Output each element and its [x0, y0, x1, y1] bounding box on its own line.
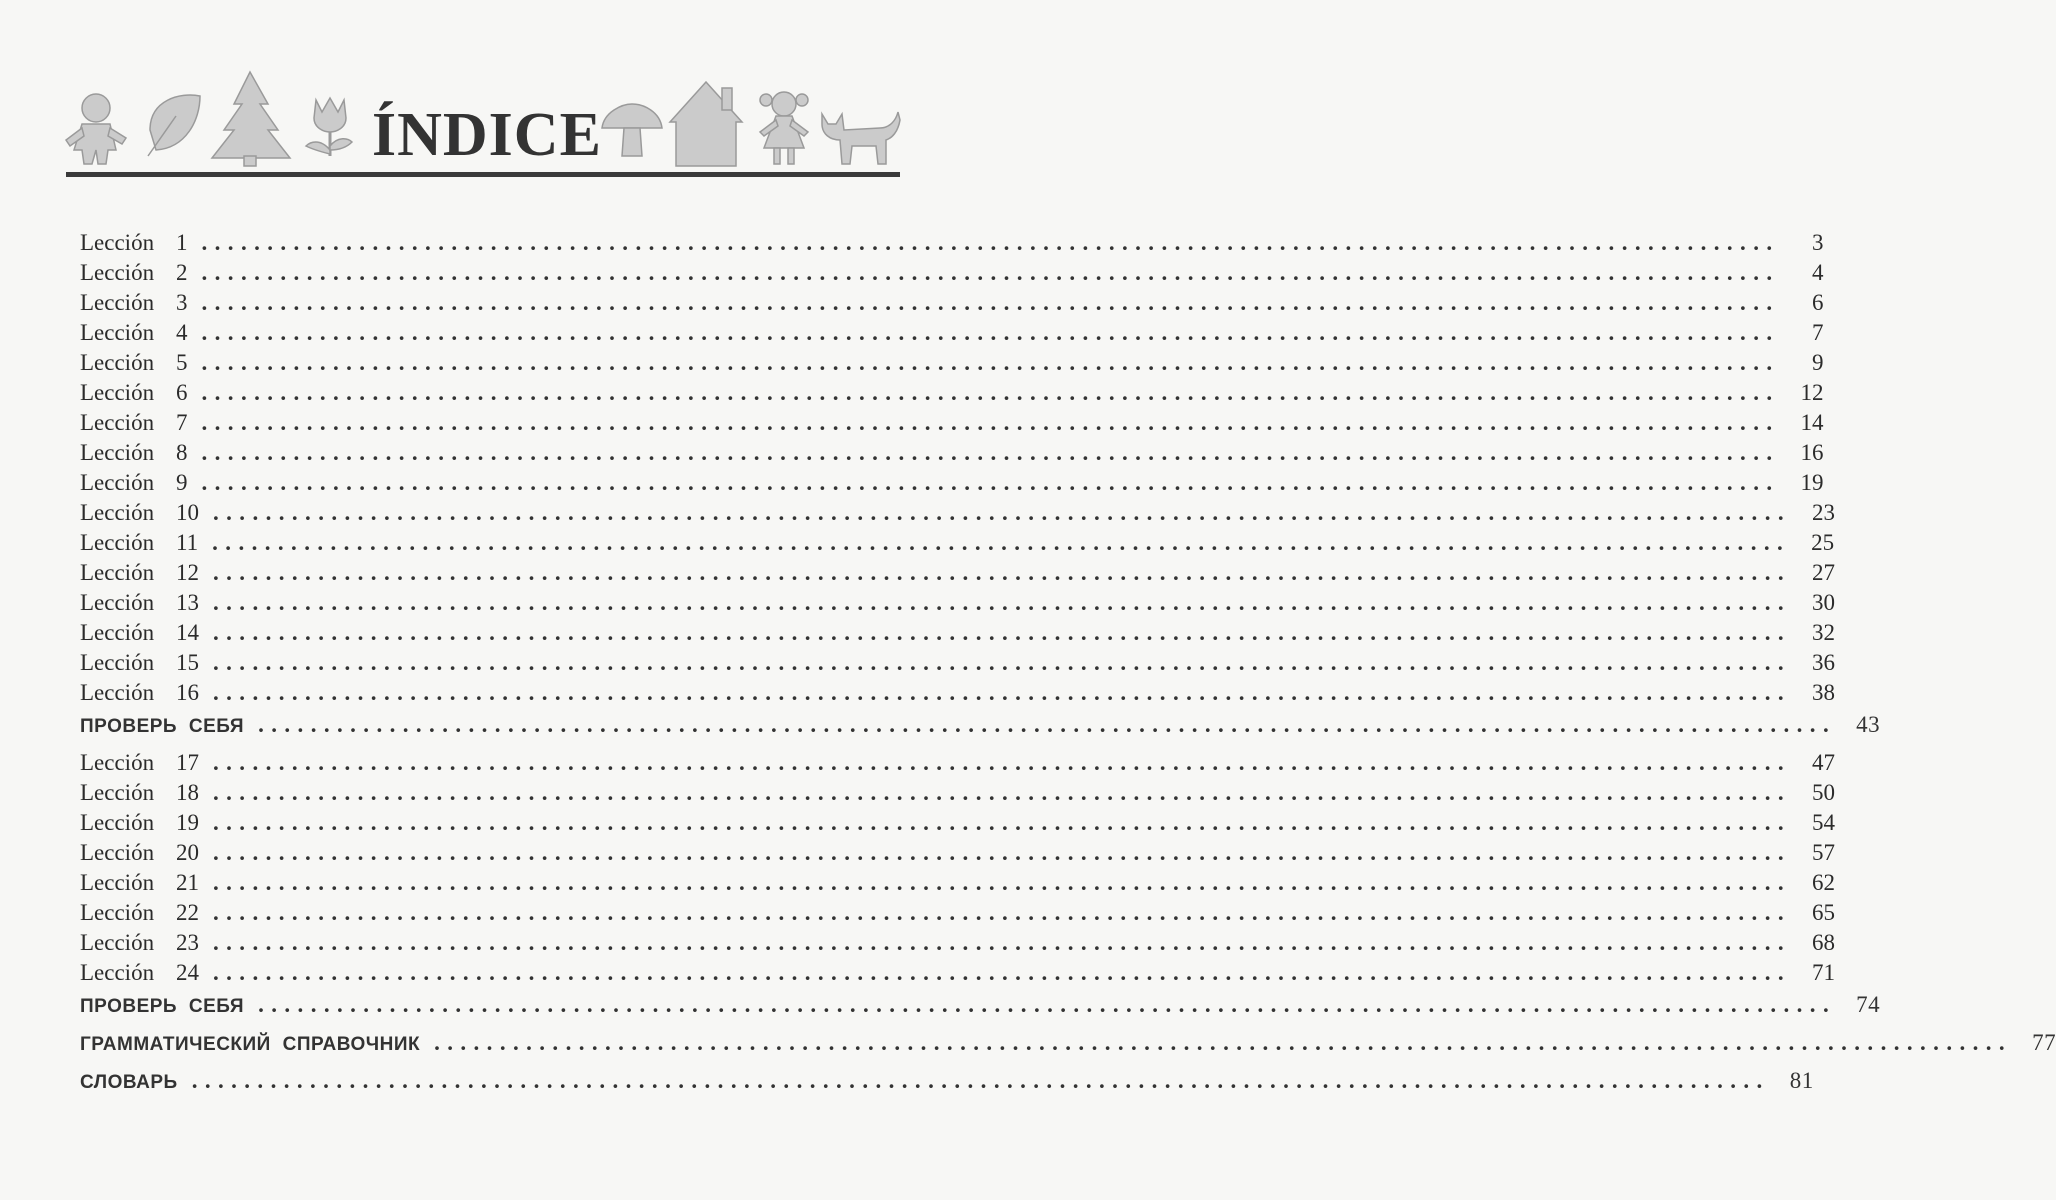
page-number: 14 — [1800, 410, 1824, 435]
toc-entry-label — [80, 500, 199, 526]
toc-lesson-row — [80, 500, 1835, 530]
lesson-number: 8 — [176, 440, 188, 465]
cat-icon — [822, 112, 900, 164]
dot-leader: ........................................................................................................................ — [212, 530, 1791, 555]
toc-lesson-row — [80, 960, 1835, 990]
toc-entry-label: СЛОВАРЬ — [80, 1072, 178, 1093]
toc-entry-label — [80, 410, 188, 436]
lesson-number: 23 — [176, 930, 199, 955]
lesson-word: Lección — [80, 290, 155, 315]
lesson-number: 13 — [176, 590, 199, 615]
lesson-word: Lección — [80, 230, 155, 255]
page-number: 57 — [1812, 840, 1835, 865]
page-number: 71 — [1812, 960, 1835, 985]
lesson-number: 17 — [176, 750, 199, 775]
lesson-number: 4 — [176, 320, 188, 345]
toc-lesson-row — [80, 900, 1835, 930]
tulip-icon — [306, 98, 352, 156]
dot-leader: ........................................................................................................................ — [213, 840, 1791, 865]
lesson-number: 6 — [176, 380, 188, 405]
lesson-number: 15 — [176, 650, 199, 675]
dot-leader: ........................................................................................................................ — [434, 1030, 2013, 1055]
toc-lesson-row — [80, 290, 1824, 320]
toc-entry-label: ГРАММАТИЧЕСКИЙ СПРАВОЧНИК — [80, 1034, 421, 1055]
lesson-word: Lección — [80, 780, 155, 805]
toc-lesson-row — [80, 230, 1824, 260]
page-number: 19 — [1800, 470, 1824, 495]
page-number: 9 — [1812, 350, 1824, 375]
toc-lesson-row — [80, 380, 1824, 410]
lesson-number: 21 — [176, 870, 199, 895]
dot-leader: ........................................................................................................................ — [213, 650, 1791, 675]
lesson-word: Lección — [80, 410, 155, 435]
lesson-word: Lección — [80, 680, 155, 705]
dot-leader: ........................................................................................................................ — [201, 290, 1780, 315]
toc-lesson-row — [80, 440, 1824, 470]
lesson-word: Lección — [80, 620, 155, 645]
toc-lesson-row — [80, 260, 1824, 290]
lesson-number: 19 — [176, 810, 199, 835]
toc-entry-label — [80, 380, 188, 406]
toc-entry-label — [80, 350, 188, 376]
toc-entry-label — [80, 960, 199, 986]
lesson-word: Lección — [80, 650, 155, 675]
lesson-number: 12 — [176, 560, 199, 585]
dot-leader: ........................................................................................................................ — [213, 680, 1791, 705]
toc-lesson-row — [80, 780, 1835, 810]
lesson-word: Lección — [80, 960, 155, 985]
toc-lesson-row — [80, 530, 1835, 560]
page-number: 27 — [1812, 560, 1835, 585]
toc-lesson-row — [80, 680, 1835, 710]
toc-lesson-row — [80, 930, 1835, 960]
lesson-word: Lección — [80, 810, 155, 835]
boy-icon — [66, 94, 126, 164]
dot-leader: ........................................................................................................................ — [258, 992, 1837, 1017]
toc-lesson-row — [80, 810, 1835, 840]
dot-leader: ........................................................................................................................ — [201, 470, 1780, 495]
lesson-number: 16 — [176, 680, 199, 705]
toc-entry-label — [80, 560, 199, 586]
lesson-word: Lección — [80, 500, 155, 525]
page-number: 12 — [1800, 380, 1824, 405]
dot-leader: ........................................................................................................................ — [213, 870, 1791, 895]
dot-leader: ........................................................................................................................ — [201, 380, 1780, 405]
toc-entry-label — [80, 440, 188, 466]
lesson-word: Lección — [80, 530, 155, 555]
page-number: 47 — [1812, 750, 1835, 775]
toc-entry-label: ПРОВЕРЬ СЕБЯ — [80, 716, 245, 737]
toc-entry-label — [80, 590, 199, 616]
lesson-word: Lección — [80, 350, 155, 375]
dot-leader: ........................................................................................................................ — [213, 900, 1791, 925]
toc-entry-label — [80, 650, 199, 676]
page-number: 30 — [1812, 590, 1835, 615]
page-number: 36 — [1812, 650, 1835, 675]
page-number: 68 — [1812, 930, 1835, 955]
page-number: 3 — [1812, 230, 1824, 255]
toc-entry-label — [80, 230, 188, 256]
toc-lesson-row — [80, 320, 1824, 350]
lesson-word: Lección — [80, 590, 155, 615]
lesson-word: Lección — [80, 870, 155, 895]
toc-section-row — [80, 712, 1881, 748]
lesson-word: Lección — [80, 440, 155, 465]
page-number: 50 — [1812, 780, 1835, 805]
lesson-number: 11 — [176, 530, 199, 555]
page-number: 77 — [2032, 1030, 2056, 1055]
dot-leader: ........................................................................................................................ — [213, 930, 1791, 955]
lesson-word: Lección — [80, 320, 155, 345]
lesson-word: Lección — [80, 930, 155, 955]
page-number: 54 — [1812, 810, 1835, 835]
lesson-number: 18 — [176, 780, 199, 805]
page-number: 32 — [1812, 620, 1835, 645]
dot-leader: ........................................................................................................................ — [201, 230, 1780, 255]
dot-leader: ........................................................................................................................ — [191, 1068, 1770, 1093]
toc-section-row — [80, 992, 1881, 1028]
dot-leader: ........................................................................................................................ — [213, 620, 1791, 645]
toc-entry-label — [80, 620, 199, 646]
page-number: 62 — [1812, 870, 1835, 895]
lesson-word: Lección — [80, 900, 155, 925]
page-number: 81 — [1789, 1068, 1814, 1093]
page-number: 16 — [1800, 440, 1824, 465]
toc-section-row — [80, 1068, 1814, 1104]
lesson-number: 3 — [176, 290, 188, 315]
lesson-word: Lección — [80, 750, 155, 775]
lesson-number: 9 — [176, 470, 188, 495]
toc-entry-label — [80, 320, 188, 346]
lesson-number: 5 — [176, 350, 188, 375]
page-number: 23 — [1812, 500, 1835, 525]
toc-entry-label — [80, 680, 199, 706]
lesson-word: Lección — [80, 380, 155, 405]
dot-leader: ........................................................................................................................ — [213, 780, 1791, 805]
lesson-word: Lección — [80, 840, 155, 865]
page-number: 38 — [1812, 680, 1835, 705]
lesson-number: 2 — [176, 260, 188, 285]
leaf-icon — [148, 95, 200, 156]
toc-lesson-row — [80, 590, 1835, 620]
lesson-word: Lección — [80, 470, 155, 495]
toc-entry-label — [80, 750, 199, 776]
toc-entry-label — [80, 530, 198, 556]
toc-entry-label: ПРОВЕРЬ СЕБЯ — [80, 996, 245, 1017]
page-title: ÍNDICE — [372, 101, 602, 169]
dot-leader: ........................................................................................................................ — [258, 712, 1837, 737]
page-number: 25 — [1811, 530, 1835, 555]
toc-lesson-row — [80, 560, 1835, 590]
toc-lesson-row — [80, 870, 1835, 900]
toc-lesson-row — [80, 650, 1835, 680]
toc-entry-label — [80, 470, 188, 496]
toc-entry-label — [80, 780, 199, 806]
page-number: 6 — [1812, 290, 1824, 315]
toc-lesson-row — [80, 840, 1835, 870]
toc-entry-label — [80, 930, 199, 956]
toc-entry-label — [80, 810, 199, 836]
page-number: 43 — [1856, 712, 1881, 737]
toc-section-row — [80, 1030, 2056, 1066]
toc-lesson-row — [80, 470, 1824, 500]
toc-entry-label — [80, 840, 199, 866]
toc-entry-label — [80, 260, 188, 286]
toc-entry-label — [80, 290, 188, 316]
dot-leader: ........................................................................................................................ — [213, 500, 1791, 525]
lesson-number: 22 — [176, 900, 199, 925]
lesson-word: Lección — [80, 260, 155, 285]
header — [0, 0, 900, 180]
title-rule — [66, 172, 900, 177]
lesson-number: 20 — [176, 840, 199, 865]
dot-leader: ........................................................................................................................ — [213, 590, 1791, 615]
dot-leader: ........................................................................................................................ — [213, 960, 1791, 985]
page-number: 7 — [1812, 320, 1824, 345]
mushroom-icon — [602, 104, 662, 156]
lesson-number: 24 — [176, 960, 199, 985]
dot-leader: ........................................................................................................................ — [201, 260, 1780, 285]
dot-leader: ........................................................................................................................ — [201, 350, 1780, 375]
toc-entry-label — [80, 870, 199, 896]
lesson-word: Lección — [80, 560, 155, 585]
lesson-number: 7 — [176, 410, 188, 435]
toc-lesson-row — [80, 350, 1824, 380]
lesson-number: 10 — [176, 500, 199, 525]
dot-leader: ........................................................................................................................ — [213, 560, 1791, 585]
toc-lesson-row — [80, 620, 1835, 650]
house-icon — [670, 82, 742, 166]
page-number: 65 — [1812, 900, 1835, 925]
girl-icon — [760, 92, 808, 164]
dot-leader: ........................................................................................................................ — [213, 810, 1791, 835]
dot-leader: ........................................................................................................................ — [213, 750, 1791, 775]
dot-leader: ........................................................................................................................ — [201, 410, 1780, 435]
fir-tree-icon — [212, 72, 290, 166]
toc-lesson-row — [80, 410, 1824, 440]
dot-leader: ........................................................................................................................ — [201, 320, 1780, 345]
page-number: 74 — [1856, 992, 1881, 1017]
lesson-number: 1 — [176, 230, 188, 255]
lesson-number: 14 — [176, 620, 199, 645]
dot-leader: ........................................................................................................................ — [201, 440, 1780, 465]
toc-entry-label — [80, 900, 199, 926]
page-number: 4 — [1812, 260, 1824, 285]
toc-lesson-row — [80, 750, 1835, 780]
table-of-contents — [80, 230, 2056, 1106]
